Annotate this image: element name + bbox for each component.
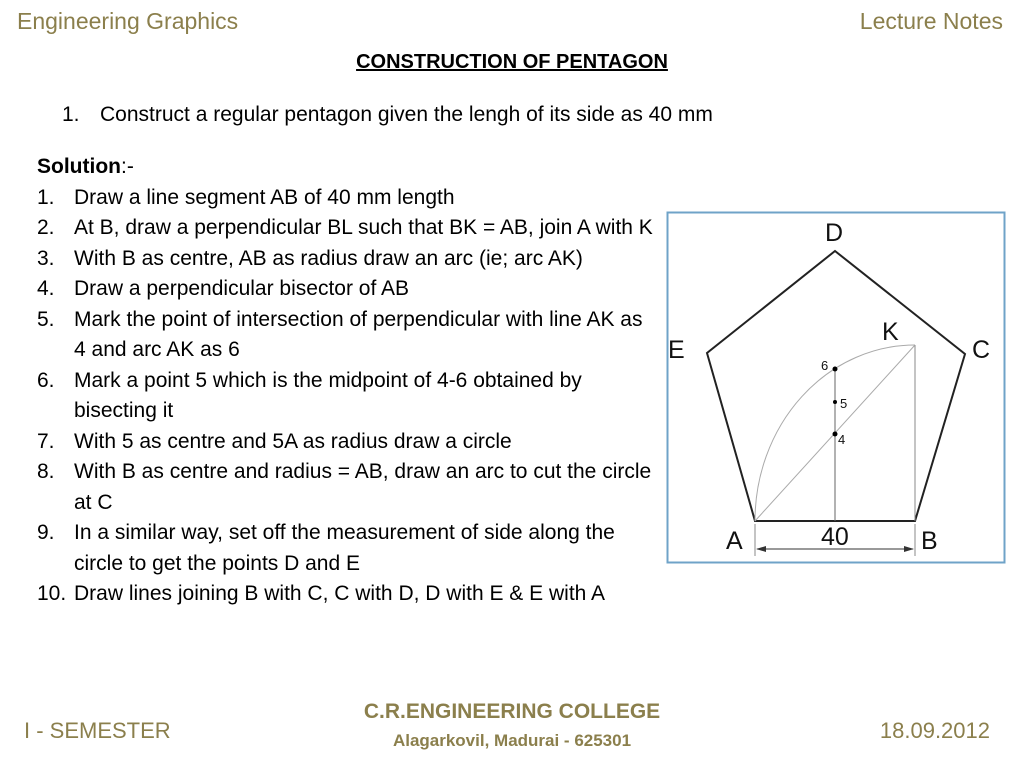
label-e: E [668, 336, 685, 364]
footer-college [0, 700, 1024, 751]
step-text: At B, draw a perpendicular BL such that BK = AB, join A with K [74, 216, 653, 239]
label-c: C [972, 336, 991, 364]
label-4: 4 [838, 432, 846, 447]
step-text: Draw a line segment AB of 40 mm length [74, 185, 455, 209]
question-number: 1. [62, 103, 80, 126]
step-text: Draw lines joining B with C, C with D, D with E & E with A [74, 582, 606, 605]
step-text: With B as centre and radius = AB, draw an arc to cut the circle at C [74, 460, 652, 514]
college-address: Alagarkovil, Madurai - 625301 [392, 731, 632, 750]
step-text: With 5 as centre and 5A as radius draw a circle [74, 429, 512, 453]
label-d: D [825, 219, 844, 247]
footer-date: 18.09.2012 [879, 718, 990, 743]
point-6 [833, 367, 838, 372]
solution-heading-suffix: :- [120, 155, 134, 178]
footer-semester: I - SEMESTER [24, 718, 171, 743]
solution-heading: Solution [37, 155, 121, 178]
label-5: 5 [840, 396, 848, 411]
point-5 [833, 400, 837, 404]
step-number: 7. [37, 429, 55, 453]
step-number: 2. [37, 216, 55, 239]
header-course-title: Engineering Graphics [17, 8, 239, 34]
step-text: Draw a perpendicular bisector of AB [74, 277, 410, 300]
step-number: 1. [37, 185, 55, 209]
point-4 [833, 432, 838, 437]
step-number: 3. [37, 246, 55, 270]
step-text: Mark the point of intersection of perpendicular with line AK as 4 and arc AK as 6 [74, 307, 643, 361]
college-name: C.R.ENGINEERING COLLEGE [363, 700, 661, 723]
label-k: K [882, 318, 899, 346]
header-lecture-notes: Lecture Notes [859, 8, 1003, 34]
question-text: Construct a regular pentagon given the lengh of its side as 40 mm [100, 103, 713, 126]
step-number: 5. [37, 307, 55, 331]
step-text: Mark a point 5 which is the midpoint of 4-6 obtained by bisecting it [74, 368, 582, 422]
step-text: With B as centre, AB as radius draw an arc (ie; arc AK) [74, 246, 583, 270]
label-6: 6 [821, 358, 829, 373]
label-a: A [726, 527, 743, 555]
step-number: 10. [37, 582, 67, 605]
step-number: 4. [37, 277, 55, 300]
step-number: 6. [37, 368, 55, 392]
step-number: 9. [37, 521, 55, 544]
dimension-label: 40 [821, 523, 849, 551]
page-title: CONSTRUCTION OF PENTAGON [356, 51, 668, 73]
step-number: 8. [37, 460, 55, 483]
step-text: In a similar way, set off the measurement of side along the circle to get the points D and E [74, 521, 615, 575]
label-b: B [921, 527, 938, 555]
